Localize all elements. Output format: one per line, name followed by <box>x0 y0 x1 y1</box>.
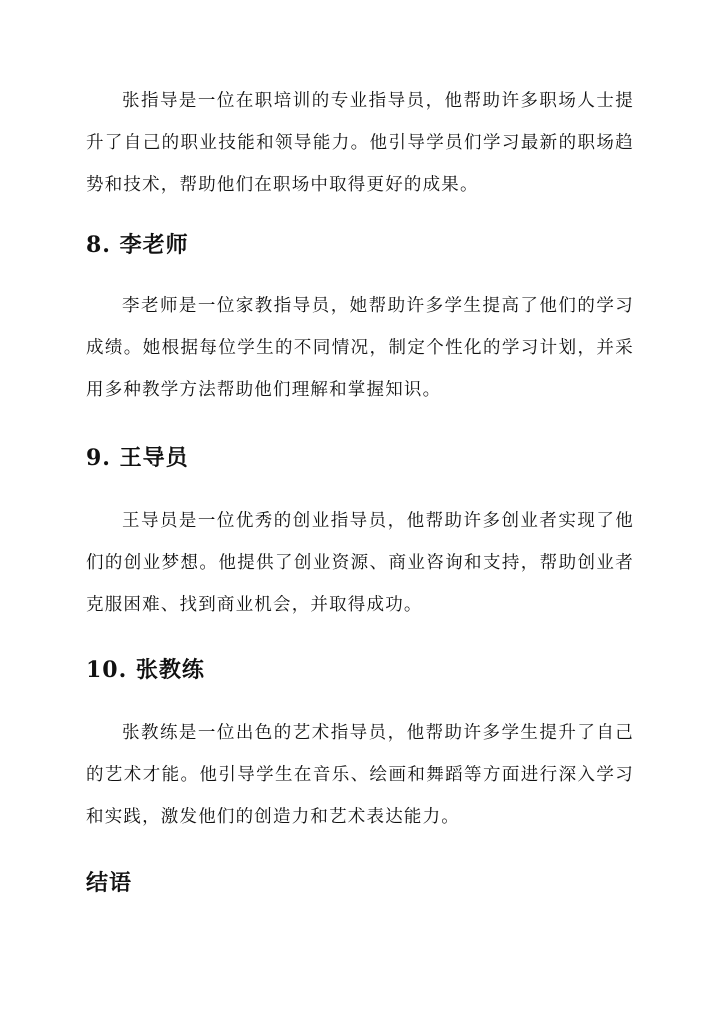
section-heading-wang-guide: 9. 王导员 <box>86 445 189 471</box>
section-heading-zhang-coach: 10. 张教练 <box>86 657 205 683</box>
wang-guide-paragraph: 王导员是一位优秀的创业指导员，他帮助许多创业者实现了他们的创业梦想。他提供了创业资源、商业咨询和支持，帮助创业者克服困难、找到商业机会，并取得成功。 <box>86 511 634 615</box>
closing-heading: 结语 <box>86 870 133 896</box>
li-teacher-paragraph: 李老师是一位家教指导员，她帮助许多学生提高了他们的学习成绩。她根据每位学生的不同情况，制定个性化的学习计划，并采用多种教学方法帮助他们理解和掌握知识。 <box>86 296 634 400</box>
section-heading-li-teacher: 8. 李老师 <box>86 232 189 258</box>
zhang-coach-paragraph: 张教练是一位出色的艺术指导员，他帮助许多学生提升了自己的艺术才能。他引导学生在音乐、绘画和舞蹈等方面进行深入学习和实践，激发他们的创造力和艺术表达能力。 <box>86 723 634 827</box>
zhang-mentor-paragraph: 张指导是一位在职培训的专业指导员，他帮助许多职场人士提升了自己的职业技能和领导能力。他引导学员们学习最新的职场趋势和技术，帮助他们在职场中取得更好的成果。 <box>86 91 634 195</box>
